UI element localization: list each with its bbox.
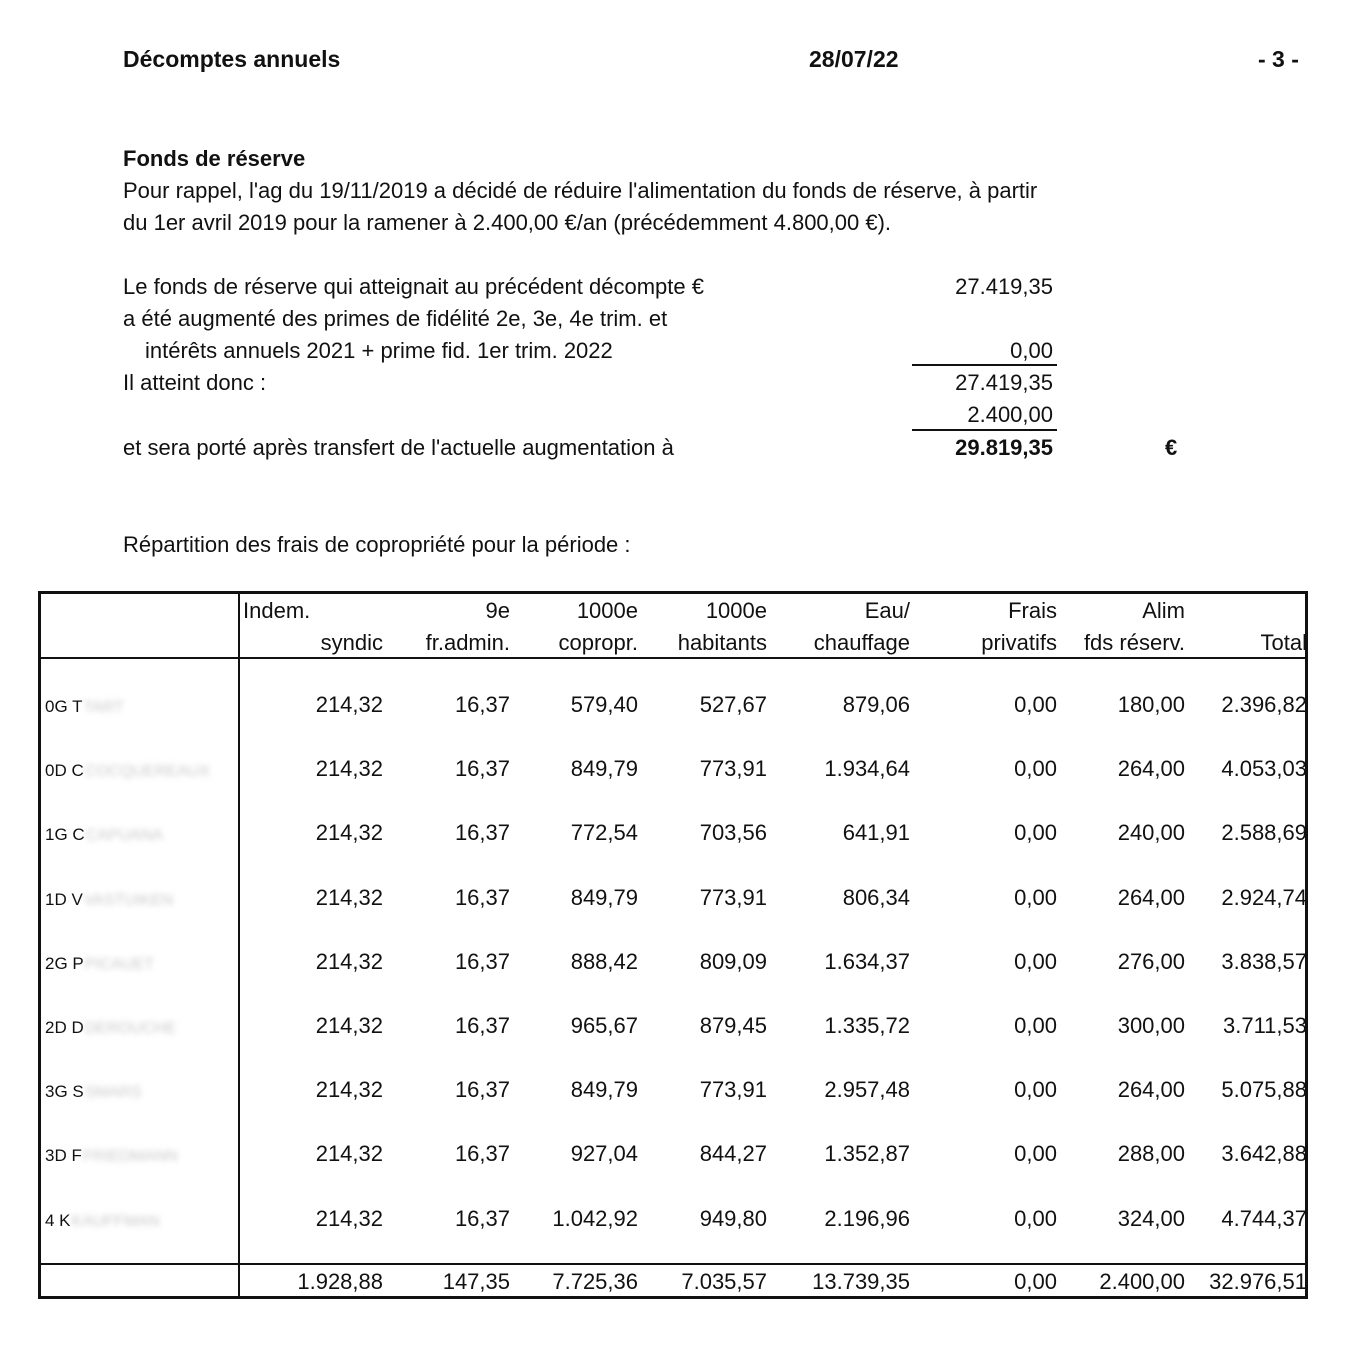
column-header-line2: syndic [320,630,383,655]
repartition-caption: Répartition des frais de copropriété pour la période : [123,532,631,557]
owner-name-redacted: CAPUANA [85,827,164,845]
total-value: 7.035,57 [681,1269,767,1294]
cell-value: 849,79 [570,884,638,910]
cell-value: 1.634,37 [824,948,910,974]
owner-name-redacted: VASTUIKEN [83,891,174,909]
cell-value: 0,00 [1014,820,1057,846]
cell-value: 264,00 [1117,884,1185,910]
sum-rule-1 [912,364,1057,366]
reserve-line-3-label: intérêts annuels 2021 + prime fid. 1er trim. 2022 [145,338,613,363]
cell-value: 579,40 [570,692,638,717]
cell-value: 214,32 [315,948,383,974]
cell-value: 3.711,53 [1222,1013,1307,1038]
reserve-line-4-label: Il atteint donc : [123,370,267,395]
lot-id: 0G T [45,697,83,716]
cell-value: 849,79 [570,1077,638,1103]
column-header-line1: 1000e [576,598,638,623]
cell-value: 16,37 [454,948,510,974]
cell-value: 927,04 [570,1141,638,1167]
column-header-line2: fr.admin. [425,630,510,655]
reserve-line-4-value: 27.419,35 [955,370,1053,395]
cell-value: 3.838,57 [1221,948,1307,974]
lot-id: 3D F [45,1146,82,1166]
cell-value: 809,09 [699,948,767,974]
lot-label [45,1146,178,1166]
total-value: 13.739,35 [812,1269,910,1294]
document-title: Décomptes annuels [123,46,341,72]
cell-value: 888,42 [570,948,638,974]
lot-label [45,954,154,974]
cell-value: 2.924,74 [1221,884,1307,910]
cell-value: 16,37 [454,884,510,910]
cell-value: 324,00 [1117,1205,1185,1231]
column-header-line2: habitants [677,630,767,655]
cell-value: 214,32 [315,820,383,846]
cell-value: 3.642,88 [1221,1141,1307,1167]
total-value: 32.976,51 [1209,1269,1307,1294]
document-date: 28/07/22 [809,46,899,72]
cell-value: 773,91 [699,1077,767,1103]
lot-id: 4 K [45,1210,71,1230]
cell-value: 16,37 [454,1077,510,1103]
column-header-line2: Total [1260,630,1307,655]
cell-value: 1.335,72 [824,1013,910,1038]
cell-value: 773,91 [699,884,767,910]
currency-symbol: € [1165,435,1178,460]
reserve-heading: Fonds de réserve [123,146,306,171]
lot-label [45,1082,142,1102]
cell-value: 2.957,48 [824,1077,910,1103]
cell-value: 844,27 [699,1141,767,1167]
cell-value: 4.744,37 [1221,1205,1307,1231]
cell-value: 214,32 [315,756,383,782]
column-header-line2: copropr. [558,630,638,655]
cell-value: 0,00 [1014,1013,1057,1038]
cell-value: 214,32 [315,1141,383,1167]
cell-value: 276,00 [1117,948,1185,974]
cell-value: 2.588,69 [1221,820,1307,846]
reserve-line-1-label: Le fonds de réserve qui atteignait au précédent décompte € [123,274,704,299]
owner-name-redacted: SMARS [84,1084,142,1102]
lot-id: 1G C [45,825,85,845]
cell-value: 214,32 [315,1077,383,1103]
owner-name-redacted: DEROUCHE [84,1020,177,1037]
cell-value: 214,32 [315,884,383,910]
cell-value: 703,56 [699,820,767,846]
cell-value: 772,54 [570,820,638,846]
total-value: 1.928,88 [297,1269,383,1294]
cell-value: 5.075,88 [1221,1077,1307,1103]
cell-value: 641,91 [842,820,910,846]
column-header-line1: Indem. [243,598,311,623]
column-header-line1: Frais [1008,598,1057,623]
cell-value: 0,00 [1014,948,1057,974]
reserve-line-5-value: 2.400,00 [967,402,1053,427]
cell-value: 16,37 [454,756,510,782]
cell-value: 879,06 [842,692,910,717]
cell-value: 965,67 [570,1013,638,1038]
cell-value: 949,80 [699,1205,767,1231]
lot-label [45,890,173,910]
cell-value: 0,00 [1014,1077,1057,1103]
owner-name-redacted: TART [83,699,124,716]
reserve-line-6-label: et sera porté après transfert de l'actuelle augmentation à [123,435,674,460]
label-column-divider [238,594,240,1296]
cell-value: 4.053,03 [1221,756,1307,782]
column-header-line1: 1000e [705,598,767,623]
owner-name-redacted: COCQUEREAUX [84,763,211,781]
lot-id: 2D D [45,1018,84,1037]
cell-value: 2.196,96 [824,1205,910,1231]
cell-value: 527,67 [699,692,767,717]
cell-value: 0,00 [1014,884,1057,910]
reserve-intro-line-2: du 1er avril 2019 pour la ramener à 2.400,00 €/an (précédemment 4.800,00 €). [123,210,892,235]
cell-value: 0,00 [1014,1141,1057,1167]
cell-value: 806,34 [842,884,910,910]
owner-name-redacted: FRIEDMANN [82,1148,178,1166]
column-header-line2: chauffage [813,630,910,655]
page-number: - 3 - [1258,46,1299,72]
cell-value: 0,00 [1014,1205,1057,1231]
total-value: 0,00 [1014,1269,1057,1294]
reserve-line-1-value: 27.419,35 [955,274,1053,299]
cell-value: 849,79 [570,756,638,782]
cell-value: 300,00 [1117,1013,1185,1038]
cell-value: 214,32 [315,692,383,717]
column-header-line1: 9e [485,598,510,623]
reserve-line-2-label: a été augmenté des primes de fidélité 2e, 3e, 4e trim. et [123,306,668,331]
cell-value: 180,00 [1117,692,1185,717]
cell-value: 879,45 [699,1013,767,1038]
cell-value: 288,00 [1117,1141,1185,1167]
column-header-line2: privatifs [981,630,1057,655]
cell-value: 16,37 [454,820,510,846]
cell-value: 264,00 [1117,1077,1185,1103]
cell-value: 264,00 [1117,756,1185,782]
cell-value: 0,00 [1014,756,1057,782]
owner-name-redacted: PICAUET [84,955,155,973]
lot-label [45,1018,176,1038]
reserve-line-3-value: 0,00 [1010,338,1053,363]
reserve-final-value: 29.819,35 [955,435,1053,460]
cell-value: 1.934,64 [824,756,910,782]
cell-value: 1.352,87 [824,1141,910,1167]
lot-label [45,825,163,845]
cell-value: 773,91 [699,756,767,782]
cell-value: 1.042,92 [552,1205,638,1231]
cell-value: 214,32 [315,1013,383,1038]
total-value: 147,35 [442,1269,510,1294]
column-header-line1: Alim [1142,598,1185,623]
lot-label [45,1211,160,1231]
lot-label [45,697,124,717]
cell-value: 240,00 [1117,820,1185,846]
owner-name-redacted: KAUFFMAN [71,1212,160,1230]
lot-label [45,761,210,781]
cell-value: 214,32 [315,1205,383,1231]
cell-value: 16,37 [454,692,510,717]
total-value: 2.400,00 [1099,1269,1185,1294]
totals-divider [41,1263,1305,1265]
cell-value: 0,00 [1014,692,1057,717]
cell-value: 2.396,82 [1221,692,1307,717]
lot-id: 3G S [45,1082,84,1102]
cell-value: 16,37 [454,1205,510,1231]
repartition-table [38,591,1308,1299]
column-header-line2: fds réserv. [1083,630,1185,655]
cell-value: 16,37 [454,1013,510,1038]
column-header-line1: Eau/ [864,598,910,623]
lot-id: 0D C [45,761,84,781]
cell-value: 16,37 [454,1141,510,1167]
lot-id: 1D V [45,889,83,909]
total-value: 7.725,36 [552,1269,638,1294]
lot-id: 2G P [45,953,84,973]
sum-rule-2 [912,429,1057,431]
reserve-intro-line-1: Pour rappel, l'ag du 19/11/2019 a décidé de réduire l'alimentation du fonds de réserve, à partir [123,178,1038,203]
